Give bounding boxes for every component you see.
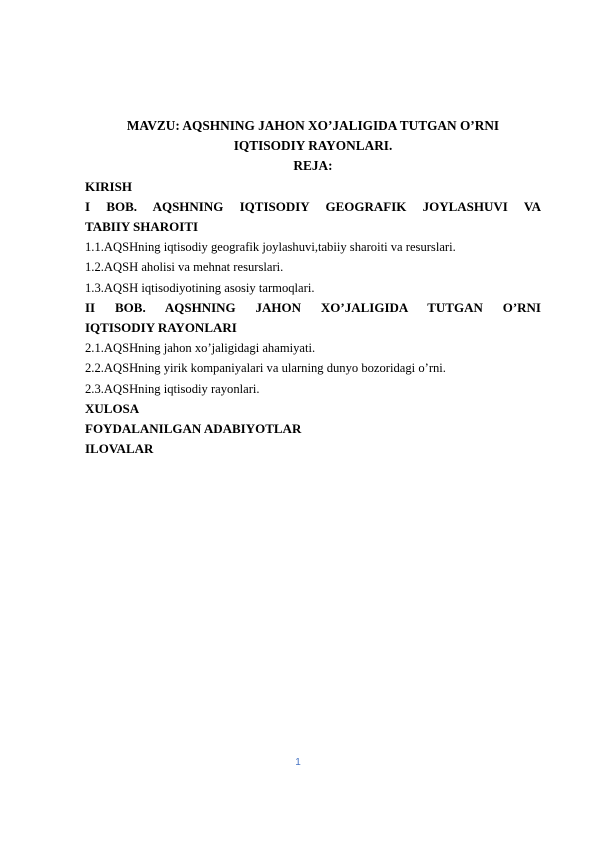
document-content	[85, 116, 541, 459]
toc-references: FOYDALANILGAN ADABIYOTLAR	[85, 421, 302, 437]
toc-conclusion: XULOSA	[85, 400, 140, 416]
toc-item-1-3: 1.3.AQSH iqtisodiyotining asosiy tarmoqlari.	[85, 280, 315, 295]
toc-chapter-2-heading: II BOB. AQSHNING JAHON XO’JALIGIDA TUTGAN O’RNI	[85, 299, 541, 315]
toc-appendices: ILOVALAR	[85, 441, 154, 457]
toc-chapter-1-heading-continued: TABIIY SHAROITI	[85, 219, 199, 235]
plan-heading: REJA:	[293, 158, 333, 174]
toc-item-2-1: 2.1.AQSHning jahon xo’jaligidagi ahamiyati.	[85, 341, 316, 356]
document-title-line-1: MAVZU: AQSHNING JAHON XO’JALIGIDA TUTGAN O’RNI	[126, 118, 500, 133]
toc-item-1-2: 1.2.AQSH aholisi va mehnat resurslari.	[85, 260, 284, 275]
toc-intro: KIRISH	[85, 178, 132, 194]
toc-chapter-2-heading-continued: IQTISODIY RAYONLARI	[85, 320, 237, 336]
toc-item-1-1: 1.1.AQSHning iqtisodiy geografik joylashuvi,tabiiy sharoiti va resurslari.	[85, 240, 456, 255]
toc-item-2-3: 2.3.AQSHning iqtisodiy rayonlari.	[85, 381, 260, 396]
document-title-line-2: IQTISODIY RAYONLARI.	[233, 138, 393, 154]
page-number: 1	[295, 757, 301, 768]
toc-chapter-1-heading: I BOB. AQSHNING IQTISODIY GEOGRAFIK JOYLASHUVI VA	[85, 198, 541, 214]
toc-item-2-2: 2.2.AQSHning yirik kompaniyalari va ularning dunyo bozoridagi o’rni.	[85, 361, 446, 376]
